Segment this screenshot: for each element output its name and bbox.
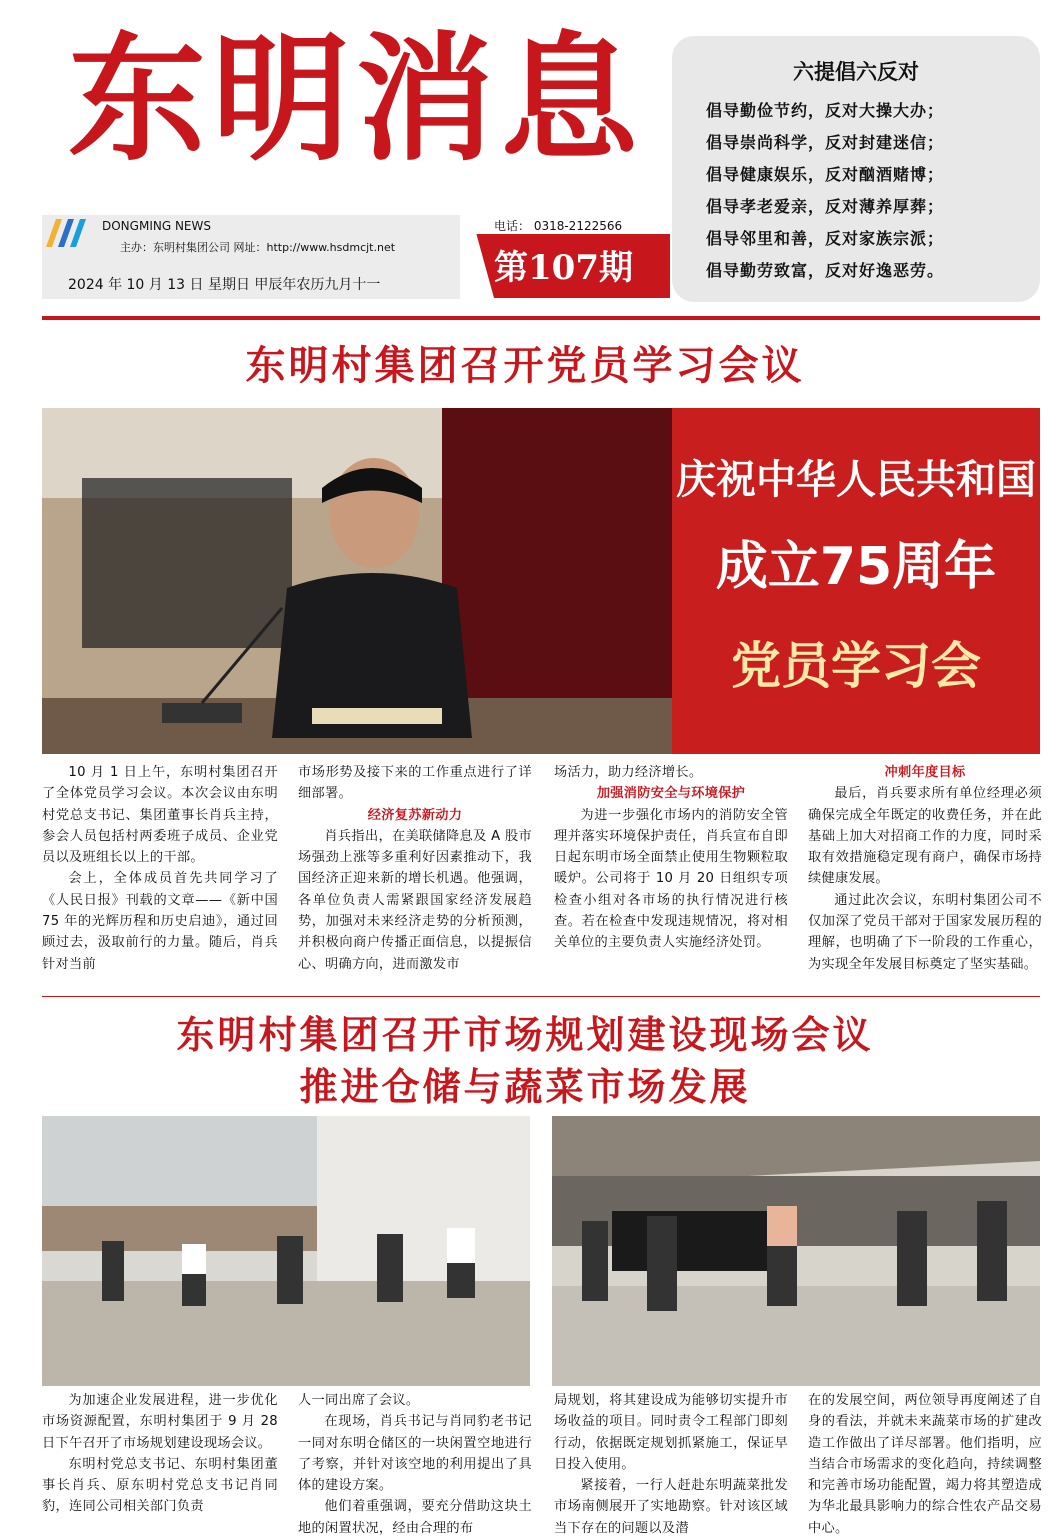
divider [42, 996, 1040, 997]
paragraph: 他们着重强调，要充分借助这块土地的闲置状况，经由合理的布 [298, 1499, 532, 1536]
article1-column-2 [298, 762, 532, 975]
sponsor-line: 主办：东明村集团公司 网址：http://www.hsdmcjt.net [120, 241, 396, 254]
paragraph: 最后，肖兵要求所有单位经理必须确保完成全年既定的收费任务，并在此基础上加大对招商工作的力度，同时采取有效措施稳定现有商户，确保市场持续健康发展。 [808, 786, 1042, 887]
paragraph: 东明村党总支书记、东明村集团董事长肖兵、原东明村党总支书记肖同豹，连同公司相关部门负责 [42, 1456, 278, 1515]
subheading: 经济复苏新动力 [367, 807, 463, 823]
banner-line-2: 成立75周年 [715, 537, 997, 597]
slogan-line: 倡导健康娱乐，反对酗酒赌博； [706, 165, 945, 184]
meeting-photo [42, 408, 672, 754]
phone-number: 电话： 0318-2122566 [494, 219, 623, 233]
paragraph: 在现场，肖兵书记与肖同豹老书记一同对东明仓储区的一块闲置空地进行了考察，并针对该空地的利用提出了具体的建设方案。 [298, 1414, 532, 1494]
meeting-photo-illustration [42, 408, 672, 754]
article1-headline: 东明村集团召开党员学习会议 [245, 343, 805, 389]
masthead-title: 东明消息 [68, 17, 645, 180]
article1-column-1 [42, 762, 278, 975]
paragraph: 通过此次会议，东明村集团公司不仅加深了党员干部对于国家发展历程的理解，也明确了下一阶段的工作重心，为实现全年发展目标奠定了坚实基础。 [808, 892, 1042, 972]
paragraph: 10 月 1 日上午，东明村集团召开了全体党员学习会议。本次会议由东明村党总支书记、集团董事长肖兵主持，参会人员包括村两委班子成员、企业党员以及班组长以上的干部。 [42, 765, 278, 866]
paragraph: 局规划，将其建设成为能够切实提升市场收益的项目。同时责令工程部门即刻行动，依据既定规划抓紧施工，保证早日投入使用。 [554, 1393, 788, 1472]
article2-column-3 [554, 1390, 788, 1539]
company-logo-icon [44, 217, 100, 249]
site-photo-1 [42, 1116, 530, 1386]
banner-line-3: 党员学习会 [731, 637, 981, 695]
paragraph: 紧接着，一行人赶赴东明蔬菜批发市场南侧展开了实地勘察。针对该区域当下存在的问题以及潜 [554, 1478, 788, 1536]
issue-number: 第107期 [494, 248, 633, 288]
slogan-line: 倡导孝老爱亲，反对薄养厚葬； [706, 197, 945, 216]
paragraph: 为加速企业发展进程，进一步优化市场资源配置，东明村集团于 9 月 28 日下午召开了市场规划建设现场会议。 [42, 1393, 278, 1451]
slogan-line: 倡导勤劳致富，反对好逸恶劳。 [706, 261, 945, 280]
article2-headline-1: 东明村集团召开市场规划建设现场会议 [176, 1013, 874, 1057]
paragraph: 场活力，助力经济增长。 [554, 765, 703, 780]
slogan-title: 六提倡六反对 [793, 60, 919, 84]
article2-column-2 [298, 1390, 532, 1539]
paragraph: 为进一步强化市场内的消防安全管理并落实环境保护责任，肖兵宣布自即日起东明市场全面禁止使用生物颗粒取暖炉。公司将于 10 月 20 日组织专项检查小组对各市场的执行情况进行核查。若在检查中发现违规情况，将对相关单位的主要负责人实施经济处罚。 [554, 807, 788, 951]
english-name: DONGMING NEWS [102, 219, 211, 233]
paragraph: 市场形势及接下来的工作重点进行了详细部署。 [298, 765, 532, 802]
paragraph: 会上，全体成员首先共同学习了《人民日报》刊载的文章——《新中国 75 年的光辉历程和历史启迪》，通过回顾过去，汲取前行的力量。随后，肖兵针对当前 [42, 871, 278, 972]
paragraph: 肖兵指出，在美联储降息及 A 股市场强劲上涨等多重利好因素推动下，我国经济正迎来新的增长机遇。他强调，各单位负责人需紧跟国家经济发展趋势，加强对未来经济走势的分析预测，并积极向商户传播正面信息，以提振信心、明确方向，进而激发市 [298, 828, 532, 972]
subheading: 冲刺年度目标 [884, 765, 966, 780]
divider [42, 316, 1040, 320]
article2-headline-2: 推进仓储与蔬菜市场发展 [299, 1065, 751, 1109]
paragraph: 在的发展空间，两位领导再度阐述了自身的看法，并就未来蔬菜市场的扩建改造工作做出了详尽部署。他们指明，应当结合市场需求的变化趋向，持续调整和完善市场功能配置，竭力将其塑造成为华北最具影响力的综合性农产品交易中心。 [808, 1393, 1042, 1536]
banner-line-1: 庆祝中华人民共和国 [676, 457, 1036, 503]
article2-column-4 [808, 1390, 1042, 1539]
slogan-line: 倡导崇尚科学，反对封建迷信； [706, 133, 945, 152]
paragraph: 人一同出席了会议。 [298, 1393, 420, 1408]
site-photo-2-illustration [552, 1116, 1040, 1386]
site-photo-2 [552, 1116, 1040, 1386]
slogan-line: 倡导勤俭节约，反对大操大办； [706, 101, 945, 120]
site-photo-1-illustration [42, 1116, 530, 1386]
article1-column-4 [808, 762, 1042, 975]
slogan-line: 倡导邻里和善，反对家族宗派； [706, 229, 945, 248]
issue-date: 2024 年 10 月 13 日 星期日 甲辰年农历九月十一 [68, 277, 381, 293]
subheading: 加强消防安全与环境保护 [596, 786, 746, 802]
article2-column-1 [42, 1390, 278, 1518]
article1-column-3 [554, 762, 788, 954]
